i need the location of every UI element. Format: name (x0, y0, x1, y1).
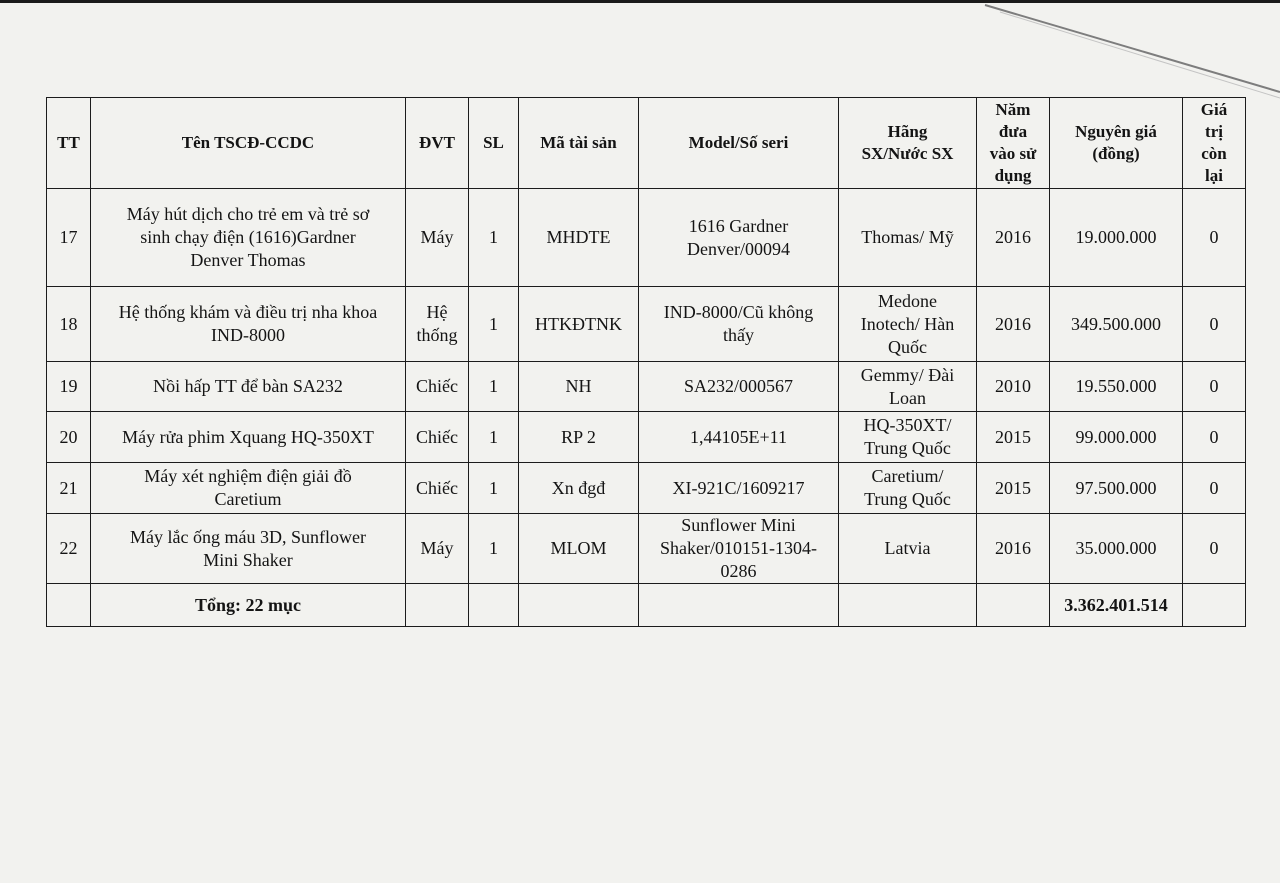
cell-tt: 18 (47, 287, 91, 362)
cell-empty (469, 584, 519, 627)
cell-model-line: thấy (723, 325, 754, 345)
cell-model-line: SA232/000567 (683, 376, 793, 396)
header-gia-tri-con-lai (1183, 98, 1246, 189)
header-nguyen-gia (1050, 98, 1183, 189)
total-nguyen-gia: 3.362.401.514 (1050, 584, 1183, 627)
cell-gia-tri-con-lai: 0 (1183, 463, 1246, 514)
cell-hang (839, 514, 977, 584)
cell-dvt (406, 463, 469, 514)
header-nam-line: vào sử (989, 144, 1037, 163)
header-gtcl-line: trị (1205, 122, 1223, 141)
header-hang-sx (839, 98, 977, 189)
cell-gia-tri-con-lai: 0 (1183, 412, 1246, 463)
cell-empty (1183, 584, 1246, 627)
header-sl: SL (469, 98, 519, 189)
header-nam-line: đưa (998, 122, 1028, 141)
cell-model-line: 1616 Gardner (688, 215, 789, 236)
cell-ten-line: Máy lắc ống máu 3D, Sunflower (130, 526, 366, 547)
table-row (47, 412, 1246, 463)
cell-model (639, 514, 839, 584)
cell-dvt-line: Chiếc (416, 477, 458, 498)
cell-sl: 1 (469, 412, 519, 463)
table-header-row (47, 98, 1246, 189)
cell-ten-line: IND-8000 (211, 325, 285, 345)
cell-dvt-line: Máy (420, 538, 454, 558)
cell-ma-tai-san: RP 2 (519, 412, 639, 463)
cell-model (639, 463, 839, 514)
cell-ten (91, 514, 406, 584)
cell-sl: 1 (469, 189, 519, 287)
cell-ten (91, 412, 406, 463)
cell-ten-line: sinh chạy điện (1616)Gardner (140, 227, 356, 247)
cell-nguyen-gia: 19.000.000 (1050, 189, 1183, 287)
header-nguyen-gia-line: Nguyên giá (1075, 122, 1157, 141)
cell-hang (839, 287, 977, 362)
cell-hang-line: Loan (889, 387, 926, 408)
cell-model-line: XI-921C/1609217 (672, 477, 805, 498)
cell-nam: 2016 (977, 514, 1050, 584)
cell-dvt-line: thống (416, 325, 458, 345)
cell-gia-tri-con-lai: 0 (1183, 514, 1246, 584)
cell-nguyen-gia: 35.000.000 (1050, 514, 1183, 584)
cell-hang-line: Thomas/ Mỹ (861, 227, 954, 247)
cell-ten (91, 189, 406, 287)
cell-hang-line: Latvia (884, 538, 931, 558)
cell-model (639, 287, 839, 362)
header-ten-tscd: Tên TSCĐ-CCDC (91, 98, 406, 189)
cell-ma-tai-san: NH (519, 362, 639, 412)
cell-ten-line: Denver Thomas (190, 250, 306, 270)
cell-hang-line: Quốc (888, 336, 927, 357)
table-total-row (47, 584, 1246, 627)
cell-dvt (406, 412, 469, 463)
cell-tt: 19 (47, 362, 91, 412)
table-row (47, 463, 1246, 514)
cell-nam: 2016 (977, 287, 1050, 362)
cell-dvt-line: Chiếc (416, 426, 458, 447)
header-model-so-seri: Model/Số seri (639, 98, 839, 189)
header-hang-line: SX/Nước SX (861, 144, 954, 163)
header-nam-line: Năm (995, 100, 1031, 119)
header-tt: TT (47, 98, 91, 189)
header-ma-tai-san: Mã tài sản (519, 98, 639, 189)
header-hang-line: Hãng (887, 122, 928, 141)
cell-sl: 1 (469, 287, 519, 362)
cell-hang-line: Inotech/ Hàn (860, 313, 955, 334)
cell-hang-line: Medone (878, 290, 937, 311)
cell-ma-tai-san: HTKĐTNK (519, 287, 639, 362)
cell-model-line: 0286 (720, 561, 757, 581)
cell-ten-line: Hệ thống khám và điều trị nha khoa (118, 302, 378, 322)
cell-nam: 2015 (977, 412, 1050, 463)
cell-empty (47, 584, 91, 627)
cell-dvt (406, 514, 469, 584)
header-nam-dua-vao-su-dung (977, 98, 1050, 189)
cell-ten-line: Máy rửa phim Xquang HQ-350XT (122, 426, 374, 447)
cell-hang (839, 463, 977, 514)
cell-model-line: Shaker/010151-1304- (660, 538, 817, 558)
cell-hang-line: Trung Quốc (864, 438, 951, 458)
header-nam-line: dụng (994, 166, 1032, 185)
cell-nam: 2010 (977, 362, 1050, 412)
cell-dvt (406, 362, 469, 412)
cell-nguyen-gia: 349.500.000 (1050, 287, 1183, 362)
cell-dvt (406, 189, 469, 287)
cell-dvt (406, 287, 469, 362)
cell-ten (91, 362, 406, 412)
cell-gia-tri-con-lai: 0 (1183, 362, 1246, 412)
header-dvt: ĐVT (406, 98, 469, 189)
cell-ma-tai-san: Xn đgđ (519, 463, 639, 514)
table-row (47, 362, 1246, 412)
cell-model (639, 412, 839, 463)
cell-ten (91, 287, 406, 362)
cell-tt: 21 (47, 463, 91, 514)
header-gtcl-line: còn (1201, 144, 1227, 163)
header-gtcl-line: lại (1205, 166, 1223, 185)
cell-empty (639, 584, 839, 627)
cell-tt: 17 (47, 189, 91, 287)
cell-hang (839, 362, 977, 412)
cell-ma-tai-san: MHDTE (519, 189, 639, 287)
cell-hang (839, 189, 977, 287)
cell-model (639, 189, 839, 287)
total-label: Tổng: 22 mục (91, 584, 406, 627)
cell-model-line: IND-8000/Cũ không (663, 302, 814, 322)
cell-hang-line: Gemmy/ Đài (860, 364, 955, 385)
table-row (47, 514, 1246, 584)
cell-ten-line: Mini Shaker (203, 549, 293, 570)
cell-empty (977, 584, 1050, 627)
cell-hang (839, 412, 977, 463)
cell-ten-line: Nồi hấp TT để bàn SA232 (153, 376, 343, 396)
cell-ten-line: Máy hút dịch cho trẻ em và trẻ sơ (126, 204, 370, 224)
cell-tt: 22 (47, 514, 91, 584)
cell-nguyen-gia: 19.550.000 (1050, 362, 1183, 412)
cell-ma-tai-san: MLOM (519, 514, 639, 584)
cell-nam: 2016 (977, 189, 1050, 287)
cell-dvt-line: Máy (420, 227, 454, 247)
cell-ten-line: Máy xét nghiệm điện giải đồ (144, 466, 352, 486)
cell-nam: 2015 (977, 463, 1050, 514)
cell-tt: 20 (47, 412, 91, 463)
cell-empty (519, 584, 639, 627)
cell-sl: 1 (469, 463, 519, 514)
cell-model-line: Denver/00094 (687, 238, 790, 259)
cell-hang-line: HQ-350XT/ (863, 415, 952, 435)
cell-sl: 1 (469, 362, 519, 412)
cell-empty (406, 584, 469, 627)
table-row (47, 189, 1246, 287)
cell-model (639, 362, 839, 412)
cell-empty (839, 584, 977, 627)
cell-dvt-line: Chiếc (416, 376, 458, 396)
cell-sl: 1 (469, 514, 519, 584)
header-gtcl-line: Giá (1200, 100, 1228, 119)
cell-model-line: 1,44105E+11 (690, 426, 787, 447)
cell-gia-tri-con-lai: 0 (1183, 189, 1246, 287)
cell-hang-line: Caretium/ (871, 466, 944, 486)
cell-nguyen-gia: 99.000.000 (1050, 412, 1183, 463)
cell-model-line: Sunflower Mini (681, 515, 796, 535)
cell-nguyen-gia: 97.500.000 (1050, 463, 1183, 514)
header-nguyen-gia-line: (đồng) (1092, 144, 1140, 163)
cell-ten (91, 463, 406, 514)
table-row (47, 287, 1246, 362)
cell-ten-line: Caretium (214, 489, 282, 509)
asset-table (46, 97, 1246, 627)
cell-dvt-line: Hệ (426, 302, 448, 322)
cell-gia-tri-con-lai: 0 (1183, 287, 1246, 362)
cell-hang-line: Trung Quốc (864, 489, 951, 509)
